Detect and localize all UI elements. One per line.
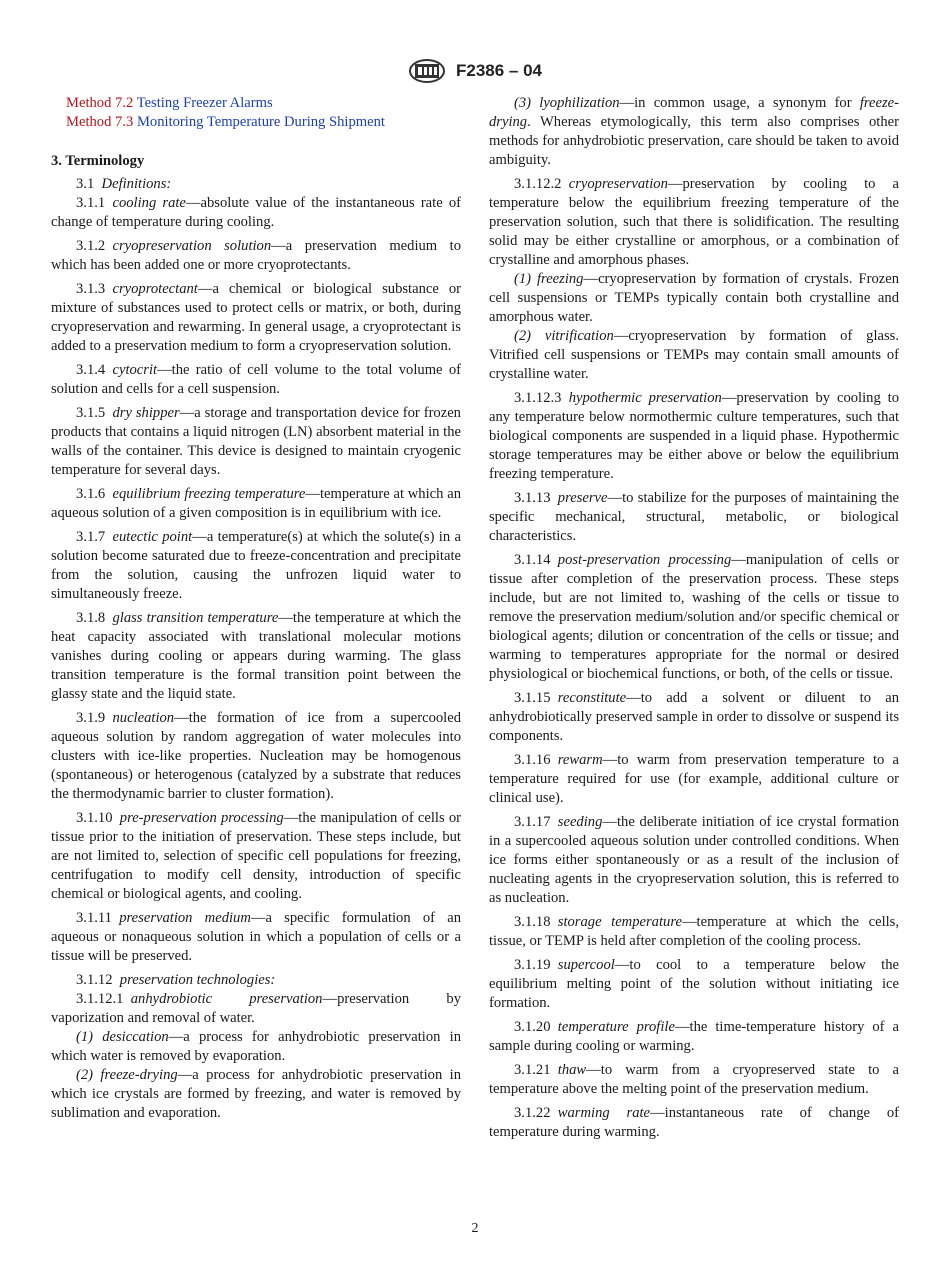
reference-method-7-3[interactable] <box>66 113 461 132</box>
definition-number: 3.1.11 <box>76 910 112 926</box>
method-number: Method 7.2 <box>66 95 134 111</box>
definition-term: cryopreservation solution <box>112 238 272 254</box>
definition-paragraph <box>51 361 461 399</box>
definition-term: freezing <box>537 271 584 287</box>
definition-number: 3.1.9 <box>76 710 106 726</box>
definition-number: 3.1.14 <box>514 552 551 568</box>
definition-paragraph <box>489 913 899 951</box>
definition-paragraph <box>51 528 461 604</box>
definition-paragraph <box>51 909 461 966</box>
definition-paragraph <box>51 609 461 704</box>
definition-number: 3.1.12.3 <box>514 390 562 406</box>
definition-term: temperature profile <box>557 1019 675 1035</box>
definition-number: 3.1.12.1 <box>76 991 124 1007</box>
definition-paragraph <box>489 94 899 170</box>
page-header <box>0 58 950 84</box>
definition-text: —in common usage, a synonym for <box>619 95 860 111</box>
definition-text: . Whereas etymologically, this term also comprises other methods for anhydrobiotic preservation, care should be taken to avoid ambiguity. <box>489 114 899 168</box>
definition-text: —manipulation of cells or tissue after completion of the preservation process. These steps include, but are not limited to, washing of the cells or tissue to remove the preservation medium/solution and/or specific chemical or biological agents; dilution or concentration of the cells or tissue; and warming to temperatures appropriate for the normal or desired physiological or biochemical functions, or both, of the cells or tissue. <box>489 552 899 682</box>
definition-number: 3.1.21 <box>514 1062 551 1078</box>
definition-number: 3.1.2 <box>76 238 106 254</box>
definition-term: post-preservation processing <box>557 552 732 568</box>
definition-text: —a temperature(s) at which the solute(s) in a solution become saturated due to freeze-concentration and precipitate from the solution, causing the unfrozen liquid water to simultaneously freeze. <box>51 529 461 602</box>
definition-number: 3.1.16 <box>514 752 551 768</box>
definition-number: 3.1.12.2 <box>514 176 562 192</box>
definition-text: —temperature at which an aqueous solution of a given composition is in equilibrium with ice. <box>51 486 461 521</box>
section-heading: 3. Terminology <box>51 153 145 169</box>
definition-paragraph <box>489 175 899 270</box>
definition-term: dry shipper <box>112 405 180 421</box>
definition-number: 3.1.13 <box>514 490 551 506</box>
right-definitions <box>489 94 899 1142</box>
definition-number: 3.1.6 <box>76 486 106 502</box>
definition-term: cytocrit <box>112 362 158 378</box>
definition-term: nucleation <box>112 710 175 726</box>
definition-text: —to cool to a temperature below the equilibrium melting point of the solution without initiating ice formation. <box>489 957 899 1011</box>
definition-number: 3.1.15 <box>514 690 551 706</box>
definition-paragraph <box>51 990 461 1028</box>
definition-term: pre-preservation processing <box>119 810 284 826</box>
definition-term: thaw <box>557 1062 587 1078</box>
definition-number: 3.1.8 <box>76 610 106 626</box>
definition-number: 3.1.19 <box>514 957 551 973</box>
definition-paragraph <box>489 551 899 684</box>
definition-paragraph <box>489 1061 899 1099</box>
definition-paragraph <box>489 813 899 908</box>
method-number: Method 7.3 <box>66 114 134 130</box>
definition-term: Definitions: <box>101 176 172 192</box>
definition-text: —a storage and transportation device for frozen products that contains a liquid nitrogen (LN) absorbent material in the walls of the container. This device is designed to maintain cryogenic temperature for several days. <box>51 405 461 478</box>
definition-paragraph <box>51 237 461 275</box>
definition-paragraph <box>51 1028 461 1066</box>
definition-paragraph <box>51 485 461 523</box>
definition-term: anhydrobiotic preservation <box>130 991 323 1007</box>
definition-text: —the deliberate initiation of ice crystal formation in a supercooled aqueous solution under controlled conditions. When ice forms either spontaneously or as a result of the inclusion of nucleating agents in the cryopreservation solution, this is referred to as nucleation. <box>489 814 899 906</box>
definition-text: —a preservation medium to which has been added one or more cryoprotectants. <box>51 238 461 273</box>
definition-text: —a process for anhydrobiotic preservation in which ice crystals are formed by freezing, and water is removed by sublimation and evaporation. <box>51 1067 461 1121</box>
definition-paragraph <box>51 194 461 232</box>
definition-term: freeze-drying <box>100 1067 178 1083</box>
definition-paragraph <box>51 1066 461 1123</box>
definition-term: reconstitute <box>557 690 627 706</box>
definition-term: preserve <box>557 490 608 506</box>
definition-number: 3.1.7 <box>76 529 106 545</box>
definition-paragraph <box>489 751 899 808</box>
definition-text: —preservation by cooling to a temperature below the equilibrium freezing temperature of the preservation solution, such that there is solidification. The resulting solid may be either crystalline or amorphous, or a combination of crystalline and amorphous phases. <box>489 176 899 268</box>
definition-paragraph <box>51 709 461 804</box>
definition-text: —a process for anhydrobiotic preservation in which water is removed by evaporation. <box>51 1029 461 1064</box>
definition-term: eutectic point <box>112 529 193 545</box>
definition-paragraph <box>489 489 899 546</box>
method-title: Monitoring Temperature During Shipment <box>136 114 385 130</box>
definition-number: 3.1 <box>76 176 95 192</box>
definition-number: 3.1.17 <box>514 814 551 830</box>
definition-paragraph <box>51 809 461 904</box>
definition-number: 3.1.1 <box>76 195 106 211</box>
definition-text: —preservation by cooling to any temperature below normothermic culture temperatures, such that biological components are suspended in a liquid phase. Hypothermic storage temperatures may be either above or below the equilibrium freezing temperature. <box>489 390 899 482</box>
definition-term: warming rate <box>557 1105 651 1121</box>
definition-paragraph <box>489 956 899 1013</box>
definition-text: —cryopreservation by formation of glass. Vitrified cell suspensions or TEMPs may contain small amounts of crystalline water. <box>489 328 899 382</box>
definition-paragraph <box>489 689 899 746</box>
reference-method-7-2[interactable] <box>66 94 461 113</box>
page-number: 2 <box>471 1221 479 1236</box>
definition-paragraph <box>489 389 899 484</box>
definition-term: desiccation <box>102 1029 169 1045</box>
left-definitions <box>51 175 461 1123</box>
definition-term: freeze-drying <box>489 95 899 130</box>
definition-number: 3.1.12 <box>76 972 113 988</box>
definition-text: —the temperature at which the heat capacity associated with translational molecular motions vanishes during cooling or appears during warming. The glass transition temperature is the formal transition point between the glassy state and the liquid state. <box>51 610 462 702</box>
definition-number: (2) <box>76 1067 94 1083</box>
definition-term: preservation medium <box>119 910 251 926</box>
left-column <box>51 94 461 1128</box>
definition-text: —the formation of ice from a supercooled aqueous solution by random aggregation of water molecules into clusters with ice-like properties. Nucleation may be homogenous (spontaneous) or heterogenous (catalyzed by a substrate that reduces the thermodynamic barrier to cluster formation). <box>51 710 461 802</box>
definition-number: 3.1.20 <box>514 1019 551 1035</box>
definition-text: —a specific formulation of an aqueous or nonaqueous solution in which a population of cells or a tissue will be preserved. <box>51 910 462 964</box>
definition-text: —preservation by vaporization and removal of water. <box>51 991 461 1026</box>
definition-number: (1) <box>514 271 532 287</box>
definition-term: vitrification <box>544 328 614 344</box>
definition-text: —a chemical or biological substance or mixture of substances used to protect cells or matrix, or both, during cryopreservation and rewarming. In general usage, a cryoprotectant is added to a preservation medium to form a cryopreservation solution. <box>51 281 461 354</box>
definition-paragraph <box>489 327 899 384</box>
definition-number: (2) <box>514 328 532 344</box>
definition-term: seeding <box>557 814 603 830</box>
definition-term: supercool <box>557 957 615 973</box>
definition-text: —instantaneous rate of change of temperature during warming. <box>489 1105 899 1140</box>
definition-paragraph <box>489 270 899 327</box>
definition-term: cryoprotectant <box>112 281 198 297</box>
definition-text: —the manipulation of cells or tissue prior to the initiation of preservation. These steps include, but are not limited to, selection of specific cell populations for freezing, centrifugation to modify cell density, introduction of specific chemical or biological agents, and cooling. <box>51 810 461 902</box>
definition-term: hypothermic preservation <box>568 390 722 406</box>
definition-text: —to stabilize for the purposes of maintaining the specific mechanical, structural, metabolic, or biological characteristics. <box>489 490 899 544</box>
definition-term: cryopreservation <box>568 176 668 192</box>
definition-text: —to add a solvent or diluent to an anhydrobiotically preserved sample in order to dissolve or suspend its components. <box>489 690 899 744</box>
definition-text: —temperature at which the cells, tissue, or TEMP is held after completion of the cooling process. <box>489 914 900 949</box>
definition-term: cooling rate <box>112 195 186 211</box>
definition-term: equilibrium freezing temperature <box>112 486 306 502</box>
definition-number: 3.1.18 <box>514 914 551 930</box>
method-title: Testing Freezer Alarms <box>136 95 273 111</box>
definition-number: (3) <box>514 95 532 111</box>
definition-text: —to warm from a cryopreserved state to a temperature above the melting point of the preservation medium. <box>489 1062 899 1097</box>
definition-paragraph <box>51 404 461 480</box>
astm-logo-icon <box>408 58 446 84</box>
definition-number: 3.1.5 <box>76 405 106 421</box>
definition-number: 3.1.4 <box>76 362 106 378</box>
definition-number: (1) <box>76 1029 94 1045</box>
definition-paragraph <box>51 175 461 194</box>
definition-term: preservation technologies: <box>119 972 276 988</box>
definition-number: 3.1.3 <box>76 281 106 297</box>
definition-paragraph <box>489 1018 899 1056</box>
definition-number: 3.1.22 <box>514 1105 551 1121</box>
definition-term: glass transition temperature <box>112 610 279 626</box>
definition-term: storage temperature <box>557 914 682 930</box>
definition-number: 3.1.10 <box>76 810 113 826</box>
definition-term: lyophilization <box>539 95 620 111</box>
definition-paragraph <box>51 971 461 990</box>
definition-text: —the time-temperature history of a sample during cooling or warming. <box>489 1019 899 1054</box>
definition-text: —to warm from preservation temperature to a temperature required for use (for example, additional culture or clinical use). <box>489 752 899 806</box>
definition-term: rewarm <box>557 752 603 768</box>
document-designation: F2386 – 04 <box>455 61 542 80</box>
right-column <box>489 94 899 1147</box>
definition-paragraph <box>489 1104 899 1142</box>
definition-text: —the ratio of cell volume to the total volume of solution and cells for a cell suspension. <box>51 362 461 397</box>
definition-paragraph <box>51 280 461 356</box>
definition-text: —cryopreservation by formation of crystals. Frozen cell suspensions or TEMPs typically contain both crystalline and amorphous water. <box>489 271 899 325</box>
definition-text: —absolute value of the instantaneous rate of change of temperature during cooling. <box>51 195 461 230</box>
